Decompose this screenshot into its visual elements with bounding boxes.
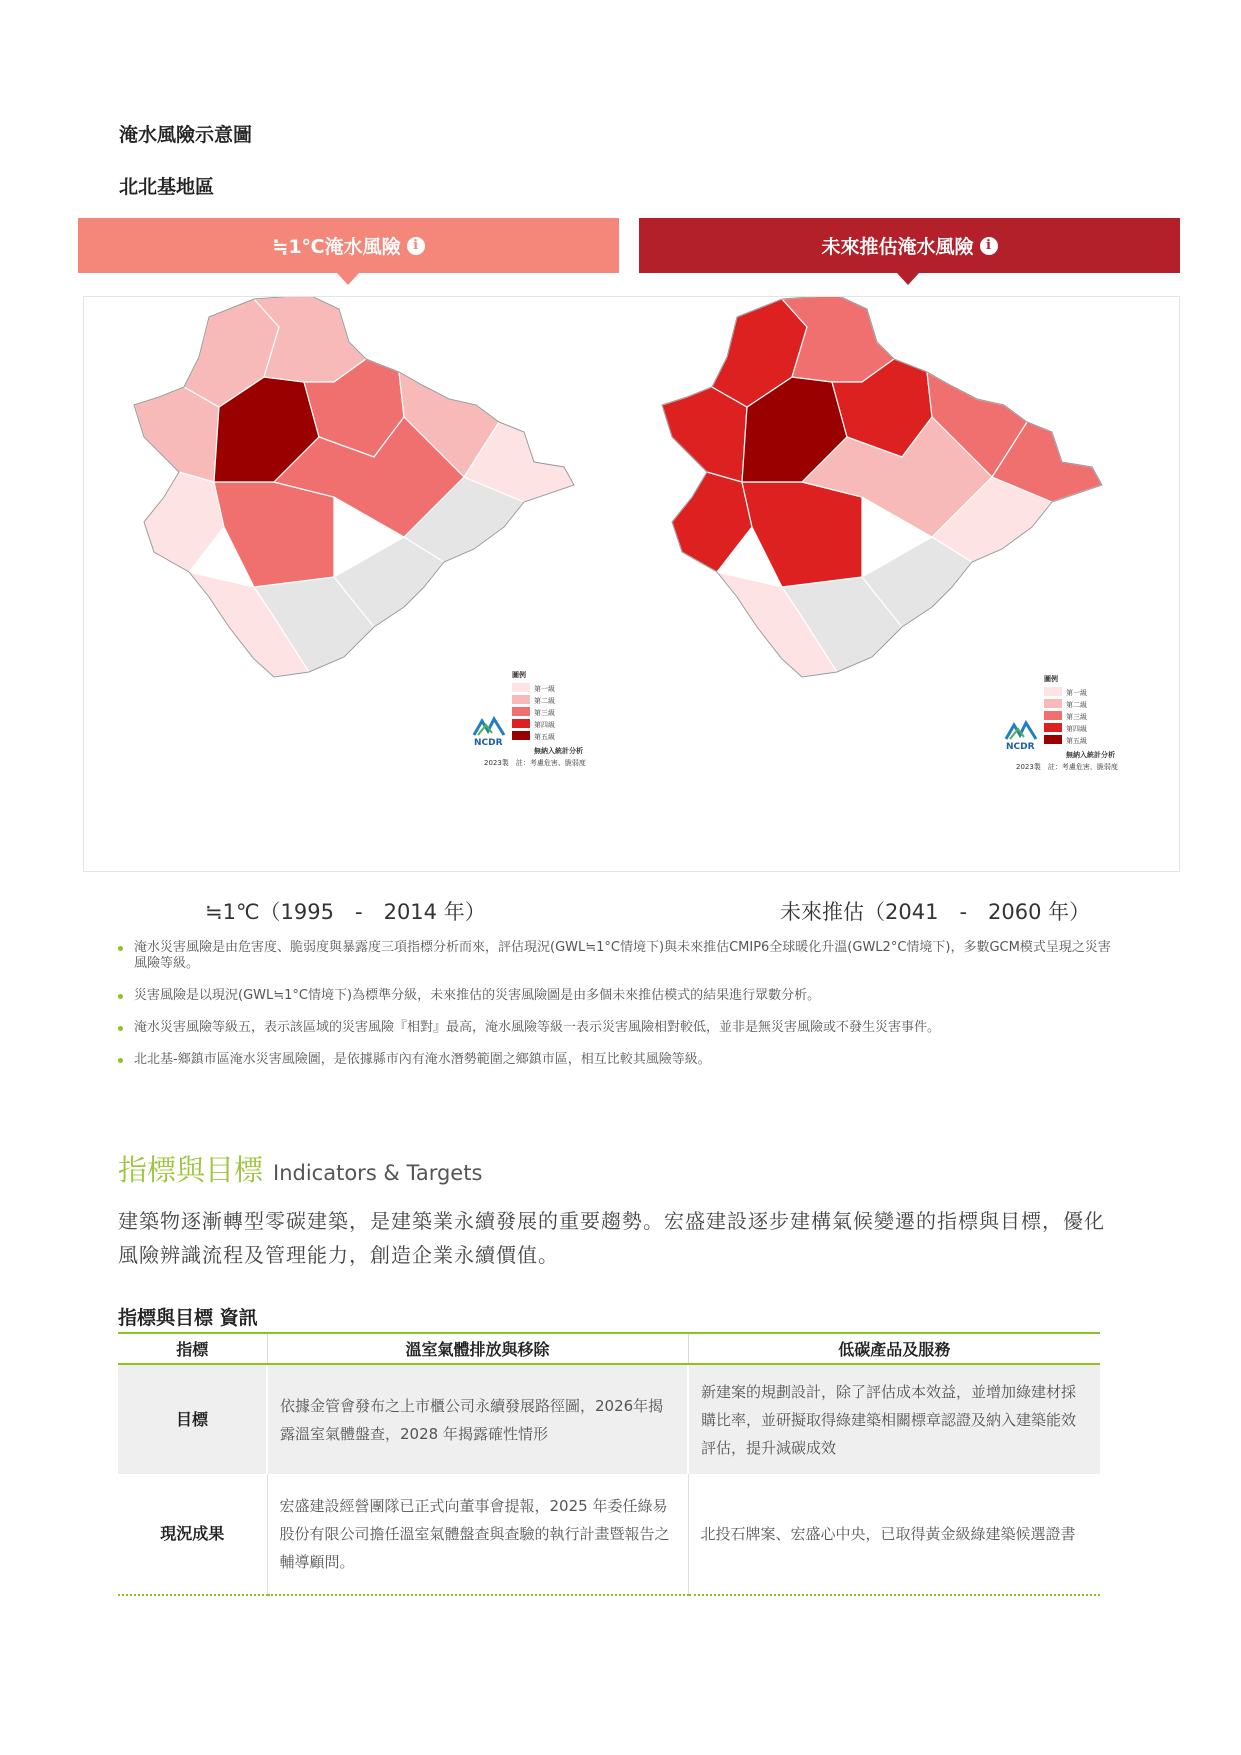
legend-title: 圖例	[1044, 675, 1058, 683]
legend-label: 第一級	[1066, 689, 1087, 697]
caption-future: 未來推估（2041 - 2060 年）	[780, 900, 1091, 924]
map-section-title: 淹水風險示意圖	[119, 124, 253, 146]
notes-list	[118, 940, 1118, 1084]
map-source: 2023製 註：考慮危害、脆弱度	[1016, 763, 1118, 771]
legend-label: 第三級	[534, 709, 555, 717]
legend-swatch	[1044, 723, 1062, 732]
risk-map	[662, 297, 1102, 677]
indicators-table	[118, 1332, 1100, 1596]
table-row	[118, 1474, 1100, 1595]
info-icon[interactable]: i	[407, 237, 425, 255]
header-ghg: 溫室氣體排放與移除	[267, 1333, 688, 1364]
map-district	[672, 472, 752, 572]
map-legend	[1006, 674, 1118, 771]
tab-pointer	[337, 273, 359, 285]
tab-pointer	[897, 273, 919, 285]
map-district	[144, 472, 224, 572]
header-indicator: 指標	[118, 1333, 267, 1364]
tab-current-risk[interactable]	[78, 218, 619, 273]
legend-note: 無納入統計分析	[1066, 751, 1115, 759]
cell-low-carbon: 新建案的規劃設計，除了評估成本效益，並增加綠建材採購比率，並研擬取得綠建築相關標章認證及納入建築能效評估，提升減碳成效	[688, 1364, 1100, 1474]
legend-label: 第四級	[534, 721, 555, 729]
tab-future-risk-label: 未來推估淹水風險	[821, 236, 974, 258]
map-district	[742, 482, 862, 587]
legend-swatch	[1044, 735, 1062, 744]
legend-swatch	[512, 695, 530, 704]
cell-low-carbon: 北投石牌案、宏盛心中央，已取得黃金級綠建築候選證書	[688, 1474, 1100, 1595]
section-title-en: Indicators & Targets	[273, 1161, 483, 1185]
tab-current-risk-label: ≒1℃淹水風險	[272, 236, 401, 258]
legend-swatch	[512, 731, 530, 740]
legend-label: 第五級	[1066, 737, 1087, 745]
legend-swatch	[1044, 711, 1062, 720]
cell-ghg: 依據金管會發布之上市櫃公司永續發展路徑圖，2026年揭露溫室氣體盤查，2028 年揭露確性情形	[267, 1364, 688, 1474]
row-label: 現況成果	[118, 1474, 267, 1595]
note-item: 災害風險是以現況(GWL≒1°C情境下)為標準分級，未來推估的災害風險圖是由多個未來推估模式的結果進行眾數分析。	[118, 988, 1118, 1004]
legend-label: 第二級	[1066, 701, 1087, 709]
row-label: 目標	[118, 1364, 267, 1474]
map-district	[214, 482, 334, 587]
table-title: 指標與目標 資訊	[118, 1307, 258, 1329]
legend-swatch	[1044, 699, 1062, 708]
note-item: 淹水災害風險是由危害度、脆弱度與暴露度三項指標分析而來，評估現況(GWL≒1°C情境下)與未來推估CMIP6全球暖化升溫(GWL2°C情境下)，多數GCM模式呈現之災害風險等級。	[118, 940, 1118, 972]
ncdr-logo	[1006, 723, 1036, 752]
tab-future-risk[interactable]	[639, 218, 1180, 273]
map-legend	[474, 670, 586, 767]
table-row	[118, 1364, 1100, 1474]
legend-note: 無納入統計分析	[534, 747, 583, 755]
risk-map	[134, 297, 574, 677]
legend-label: 第五級	[534, 733, 555, 741]
flood-risk-maps	[84, 297, 1179, 871]
section-intro: 建築物逐漸轉型零碳建築，是建築業永續發展的重要趨勢。宏盛建設逐步建構氣候變遷的指標與目標，優化風險辨識流程及管理能力，創造企業永續價值。	[118, 1209, 1105, 1267]
table-header-row	[118, 1333, 1100, 1364]
cell-ghg: 宏盛建設經營團隊已正式向董事會提報，2025 年委任綠易股份有限公司擔任溫室氣體盤查與查驗的執行計畫暨報告之輔導顧問。	[267, 1474, 688, 1595]
map-source: 2023製 註：考慮危害、脆弱度	[484, 759, 586, 767]
note-item: 淹水災害風險等級五，表示該區域的災害風險『相對』最高，淹水風險等級一表示災害風險相對較低，並非是無災害風險或不發生災害事件。	[118, 1020, 1118, 1036]
svg-text:NCDR: NCDR	[474, 738, 503, 748]
legend-label: 第二級	[534, 697, 555, 705]
section-title	[118, 1148, 482, 1189]
header-low-carbon: 低碳產品及服務	[688, 1333, 1100, 1364]
legend-label: 第一級	[534, 685, 555, 693]
legend-swatch	[1044, 687, 1062, 696]
legend-swatch	[512, 707, 530, 716]
svg-text:NCDR: NCDR	[1006, 742, 1035, 752]
note-item: 北北基-鄉鎮市區淹水災害風險圖，是依據縣市內有淹水潛勢範圍之鄉鎮市區，相互比較其風險等級。	[118, 1052, 1118, 1068]
legend-swatch	[512, 719, 530, 728]
ncdr-logo	[474, 719, 504, 748]
legend-swatch	[512, 683, 530, 692]
map-frame	[83, 296, 1180, 872]
info-icon[interactable]: i	[980, 237, 998, 255]
caption-current: ≒1℃（1995 - 2014 年）	[205, 900, 486, 924]
section-title-zh: 指標與目標	[118, 1153, 264, 1187]
legend-title: 圖例	[512, 671, 526, 679]
legend-label: 第三級	[1066, 713, 1087, 721]
legend-label: 第四級	[1066, 725, 1087, 733]
region-title: 北北基地區	[119, 176, 215, 198]
